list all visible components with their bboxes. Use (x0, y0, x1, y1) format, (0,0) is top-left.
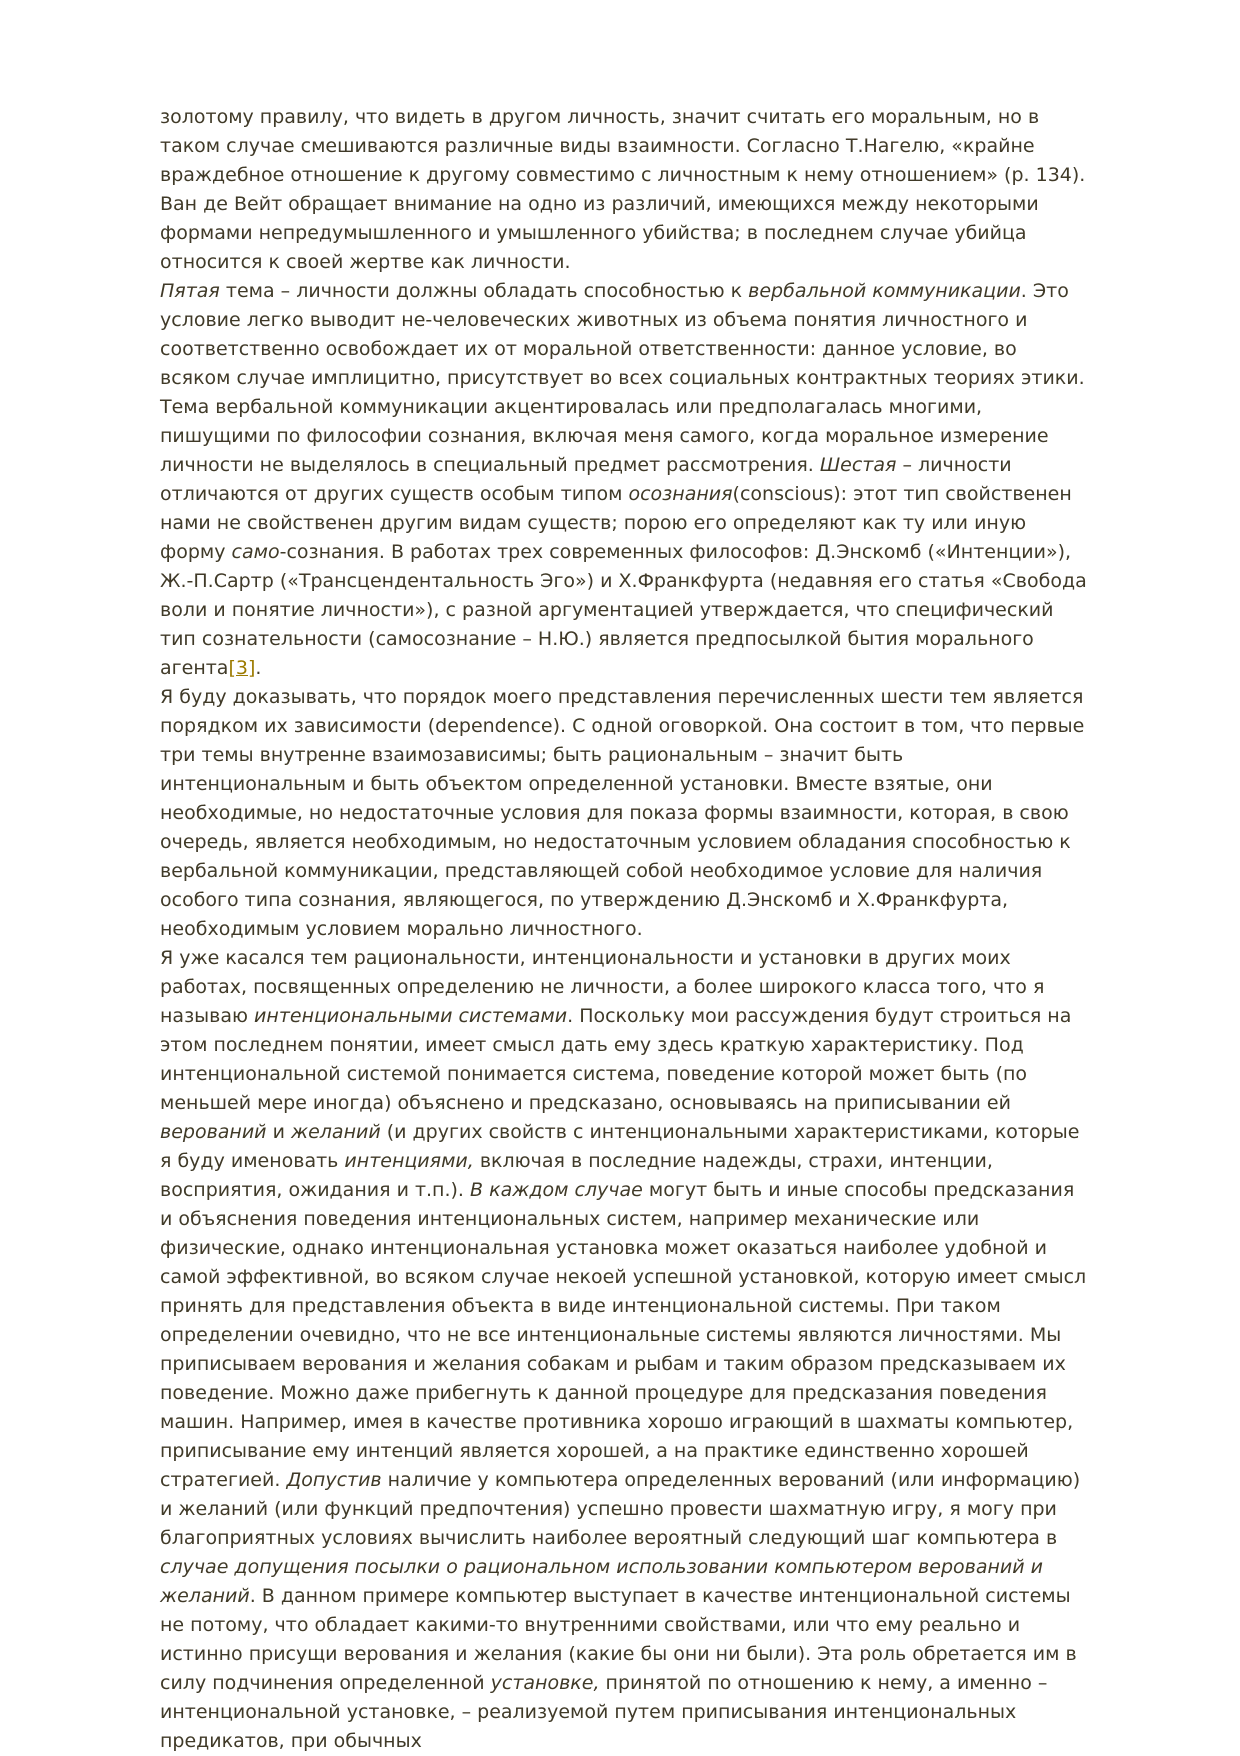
italic-text-run: желаний (290, 1121, 381, 1143)
italic-text-run: вербальной коммуникации (748, 280, 1021, 302)
footnote-link-3[interactable]: [3] (228, 657, 256, 679)
body-text-run: наличие у компьютера определенных верований (или информацию) и желаний (или функций предпочтения) успешно провести шахматную игру, я могу при благоприятных условиях вычислить наиболее вероятный следующий шаг компьютера в (160, 1469, 1081, 1549)
body-text-run: включая в последние надежды, страхи, интенции, восприятия, ожидания и т.п.). (160, 1150, 993, 1201)
paragraph (160, 103, 1088, 277)
body-text-run: могут быть и иные способы предсказания и объяснения поведения интенциональных систем, например механические или физические, однако интенциональная установка может оказаться наиболее удобной и самой эффективной, во всяком случае некоей успешной установкой, которую имеет смысл принять для представления объекта в виде интенциональной системы. При таком определении очевидно, что не все интенциональные системы являются личностями. Мы приписываем верования и желания собакам и рыбам и таким образом предсказываем их поведение. Можно даже прибегнуть к данной процедуре для предсказания поведения машин. Например, имея в качестве противника хорошо играющий в шахматы компьютер, приписывание ему интенций является хорошей, а на практике единственно хорошей стратегией. (160, 1179, 1087, 1491)
body-text-run: (и других свойств с интенциональными характеристиками, которые я буду именовать (160, 1121, 1080, 1172)
body-text-run: – личности отличаются от других существ особым типом (160, 454, 1012, 505)
italic-text-run: случае допущения посылки о рациональном использовании компьютером верований и желаний (160, 1556, 1043, 1607)
body-text-run: . Это условие легко выводит не-человеческих животных из объема понятия личностного и соответственно освобождает их от моральной ответственности: данное условие, во всяком случае имплицитно, присутствует во всех социальных контрактных теориях этики. Тема вербальной коммуникации акцентировалась или предполагалась многими, пишущими по философии сознания, включая меня самого, когда моральное измерение личности не выделялось в специальный предмет рассмотрения. (160, 280, 1085, 476)
italic-text-run: Допустив (286, 1469, 382, 1491)
body-text-run: . Поскольку мои рассуждения будут строиться на этом последнем понятии, имеет смысл дать ему здесь краткую характеристику. Под интенциональной системой понимается система, поведение которой может быть (по меньшей мере иногда) объяснено и предсказано, основываясь на приписывании ей (160, 1005, 1072, 1114)
italic-text-run: Пятая (160, 280, 220, 302)
italic-text-run: само (231, 541, 280, 563)
body-text-run: Я уже касался тем рациональности, интенциональности и установки в других моих работах, посвященных определению не личности, а более широкого класса того, что я называю (160, 947, 1045, 1027)
paragraph (160, 277, 1088, 683)
paragraph (160, 683, 1088, 944)
paragraph (160, 944, 1088, 1756)
italic-text-run: осознания (628, 483, 733, 505)
body-text-run: . (255, 657, 262, 679)
body-text-run: (conscious): этот тип свойственен нами не свойственен другим видам существ; порою его определяют как ту или иную форму (160, 483, 1072, 563)
italic-text-run: интенциями, (344, 1150, 474, 1172)
body-text-run: тема – личности должны обладать способностью к (219, 280, 749, 302)
text-column (160, 103, 1088, 1756)
body-text-run: и (266, 1121, 291, 1143)
italic-text-run: интенциональными системами (254, 1005, 568, 1027)
body-text-run: Я буду доказывать, что порядок моего представления перечисленных шести тем является порядком их зависимости (dependence). С одной оговоркой. Она состоит в том, что первые три темы внутренне взаимозависимы; быть рациональным – значит быть интенциональным и быть объектом определенной установки. Вместе взятые, они необходимые, но недостаточные условия для показа формы взаимности, которая, в свою очередь, является необходимым, но недостаточным условием обладания способностью к вербальной коммуникации, представляющей собой необходимое условие для наличия особого типа сознания, являющегося, по утверждению Д.Энскомб и Х.Франкфурта, необходимым условием морально личностного. (160, 686, 1085, 940)
italic-text-run: верований (160, 1121, 267, 1143)
italic-text-run: Шестая (819, 454, 897, 476)
italic-text-run: установке, (490, 1672, 600, 1694)
body-text-run: золотому правилу, что видеть в другом личность, значит считать его моральным, но в таком случае смешиваются различные виды взаимности. Согласно Т.Нагелю, «крайне враждебное отношение к другому совместимо с личностным к нему отношением» (p. 134). Ван де Вейт обращает внимание на одно из различий, имеющихся между некоторыми формами непредумышленного и умышленного убийства; в последнем случае убийца относится к своей жертве как личности. (160, 106, 1086, 273)
body-text-run: . В данном примере компьютер выступает в качестве интенциональной системы не потому, что обладает какими-то внутренними свойствами, или что ему реально и истинно присущи верования и желания (какие бы они ни были). Эта роль обретается им в силу подчинения определенной (160, 1585, 1077, 1694)
body-text-run: -сознания. В работах трех современных философов: Д.Энскомб («Интенции»), Ж.-П.Сартр («Трансцендентальность Эго») и Х.Франкфурта (недавняя его статья «Свобода воли и понятие личности»), с разной аргументацией утверждается, что специфический тип сознательности (самосознание – Н.Ю.) является предпосылкой бытия морального агента (160, 541, 1087, 679)
body-text-run: принятой по отношению к нему, а именно – интенциональной установке, – реализуемой путем приписывания интенциональных предикатов, при обычных (160, 1672, 1048, 1752)
italic-text-run: В каждом случае (470, 1179, 643, 1201)
